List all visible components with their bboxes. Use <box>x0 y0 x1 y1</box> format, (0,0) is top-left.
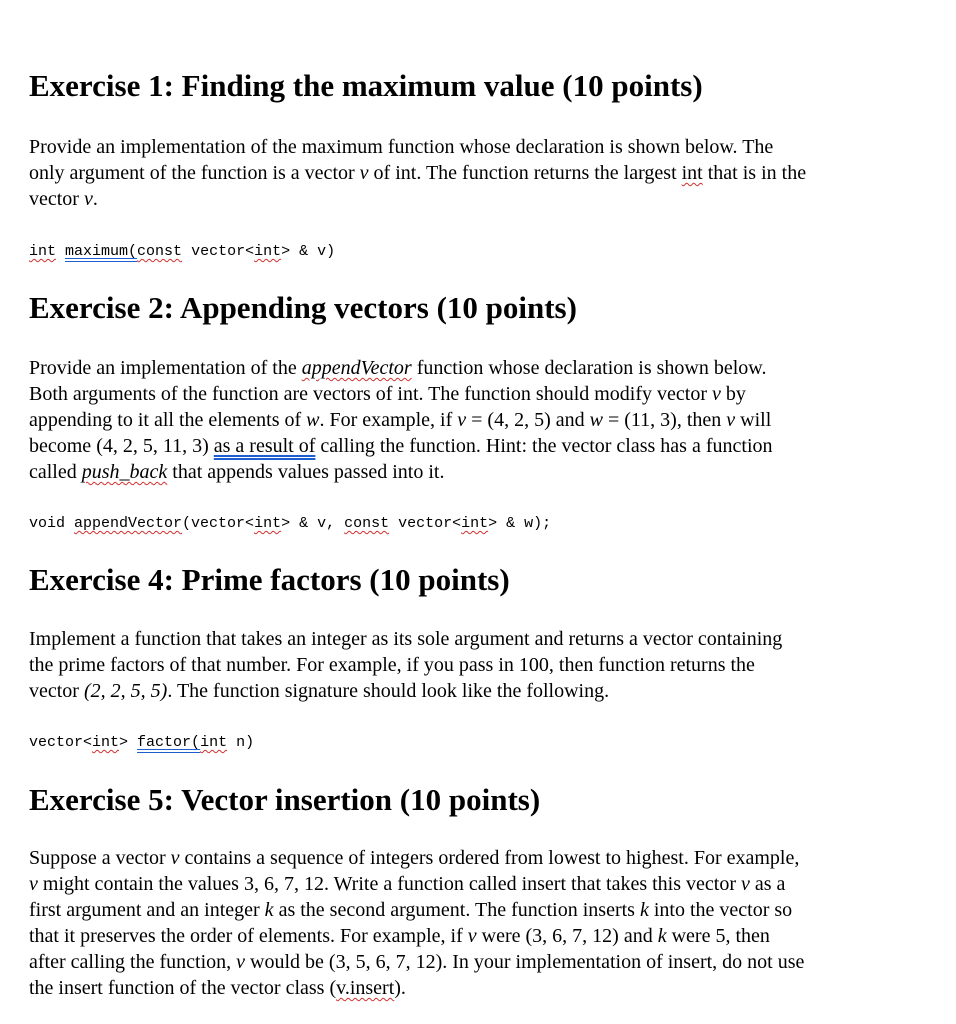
text-run: int <box>29 243 57 260</box>
text-run: = (4, 2, 5) and <box>466 409 590 431</box>
text-run: > <box>119 734 138 751</box>
text-run <box>29 871 804 897</box>
text-run <box>29 160 806 186</box>
text-run: will <box>735 409 772 431</box>
text-run: push_back <box>81 461 168 483</box>
text-run: . <box>92 188 98 210</box>
text-run <box>29 949 804 975</box>
text-run: int <box>200 734 228 751</box>
text-run <box>29 897 804 923</box>
text-run: Provide an implementation of the maximum function whose declaration is shown below. The <box>29 136 774 158</box>
text-run: = (11, 3), then <box>602 409 727 431</box>
text-run: w <box>589 409 603 431</box>
text-run <box>29 381 773 407</box>
text-run: int <box>254 243 282 260</box>
text-run <box>29 186 806 212</box>
text-run: of int. The function returns the largest <box>368 162 682 184</box>
exercise-4-signature <box>29 733 254 753</box>
text-run: after calling the function, <box>29 951 237 973</box>
text-run <box>29 678 782 704</box>
text-run: int <box>92 734 120 751</box>
exercise-1-signature <box>29 242 335 262</box>
text-run: v <box>712 383 721 405</box>
text-run: k <box>264 899 274 921</box>
exercise-2-heading: Exercise 2: Appending vectors (10 points) <box>29 290 577 325</box>
exercise-5-heading: Exercise 5: Vector insertion (10 points) <box>29 782 541 817</box>
text-run: v <box>29 873 38 895</box>
text-run <box>29 433 773 459</box>
text-run: int <box>461 515 489 532</box>
text-run: were (3, 6, 7, 12) and <box>476 925 658 947</box>
text-run: called <box>29 461 82 483</box>
text-run <box>29 459 773 485</box>
text-run: Both arguments of the function are vectors of int. The function should modify vector <box>29 383 712 405</box>
text-run <box>29 355 773 381</box>
text-run: become (4, 2, 5, 11, 3) <box>29 435 214 457</box>
text-run: . The function signature should look like the following. <box>167 680 610 702</box>
text-run: > & v, <box>281 515 345 532</box>
text-run: . For example, if <box>319 409 458 431</box>
text-run: calling the function. Hint: the vector class has a function <box>315 435 773 457</box>
text-run <box>29 407 773 433</box>
text-run: v.insert <box>336 977 395 999</box>
text-run <box>29 923 804 949</box>
text-run: v <box>170 847 180 869</box>
text-run: ). <box>394 977 406 999</box>
text-run: vector <box>29 680 84 702</box>
text-run: > & v) <box>281 243 336 260</box>
text-run: Suppose a vector <box>29 847 171 869</box>
text-run: appendVector <box>74 515 183 532</box>
text-run: Implement a function that takes an integer as its sole argument and returns a vector containing <box>29 628 783 650</box>
text-run: vector <box>29 188 84 210</box>
text-run: as the second argument. The function inserts <box>273 899 640 921</box>
exercise-2-description <box>29 355 773 485</box>
exercise-1-heading: Exercise 1: Finding the maximum value (10 points) <box>29 68 703 103</box>
text-run: const <box>137 243 183 260</box>
text-run: Provide an implementation of the <box>29 357 302 379</box>
exercise-1-description <box>29 134 806 212</box>
text-run: that it preserves the order of elements. For example, if <box>29 925 468 947</box>
exercise-4-heading: Exercise 4: Prime factors (10 points) <box>29 562 510 597</box>
text-run: void <box>29 515 75 532</box>
text-run: factor( <box>137 734 201 751</box>
text-run: int <box>254 515 282 532</box>
text-run: the insert function of the vector class ( <box>29 977 337 999</box>
text-run: v <box>83 188 93 210</box>
text-run: were 5, then <box>666 925 770 947</box>
text-run: first argument and an integer <box>29 899 265 921</box>
text-run: int <box>681 162 703 184</box>
text-run: k <box>657 925 667 947</box>
text-run: maximum( <box>65 243 138 260</box>
text-run: as a result of <box>213 435 316 457</box>
text-run: k <box>639 899 649 921</box>
text-run: would be (3, 5, 6, 7, 12). In your implementation of insert, do not use <box>245 951 805 973</box>
text-run: vector< <box>182 243 255 260</box>
text-run <box>29 845 804 871</box>
text-run <box>56 243 65 260</box>
text-run: the prime factors of that number. For example, if you pass in 100, then function returns the <box>29 654 755 676</box>
text-run: v <box>457 409 467 431</box>
text-run: v <box>236 951 246 973</box>
text-run: (2, 2, 5, 5) <box>83 680 168 702</box>
text-run: contains a sequence of integers ordered from lowest to highest. For example, <box>179 847 800 869</box>
text-run: v <box>467 925 477 947</box>
text-run: (vector< <box>182 515 255 532</box>
text-run: n) <box>227 734 255 751</box>
text-run: vector< <box>389 515 462 532</box>
text-run: vector< <box>29 734 93 751</box>
text-run: function whose declaration is shown below. <box>411 357 767 379</box>
text-run: w <box>306 409 320 431</box>
text-run: > & w); <box>488 515 552 532</box>
text-run: that appends values passed into it. <box>167 461 445 483</box>
text-run: appending to it all the elements of <box>29 409 307 431</box>
text-run: const <box>344 515 390 532</box>
text-run: v <box>359 162 369 184</box>
exercise-5-description <box>29 845 804 1001</box>
text-run: might contain the values 3, 6, 7, 12. Write a function called insert that takes this vector <box>37 873 741 895</box>
text-run: v <box>740 873 750 895</box>
text-run: appendVector <box>301 357 412 379</box>
text-run: only argument of the function is a vector <box>29 162 360 184</box>
text-run: into the vector so <box>648 899 793 921</box>
text-run <box>29 975 804 1001</box>
text-run: by <box>720 383 746 405</box>
text-run: that is in the <box>702 162 807 184</box>
text-run: v <box>726 409 736 431</box>
exercise-2-signature <box>29 514 551 534</box>
text-run: as a <box>749 873 786 895</box>
exercise-4-description <box>29 626 782 704</box>
